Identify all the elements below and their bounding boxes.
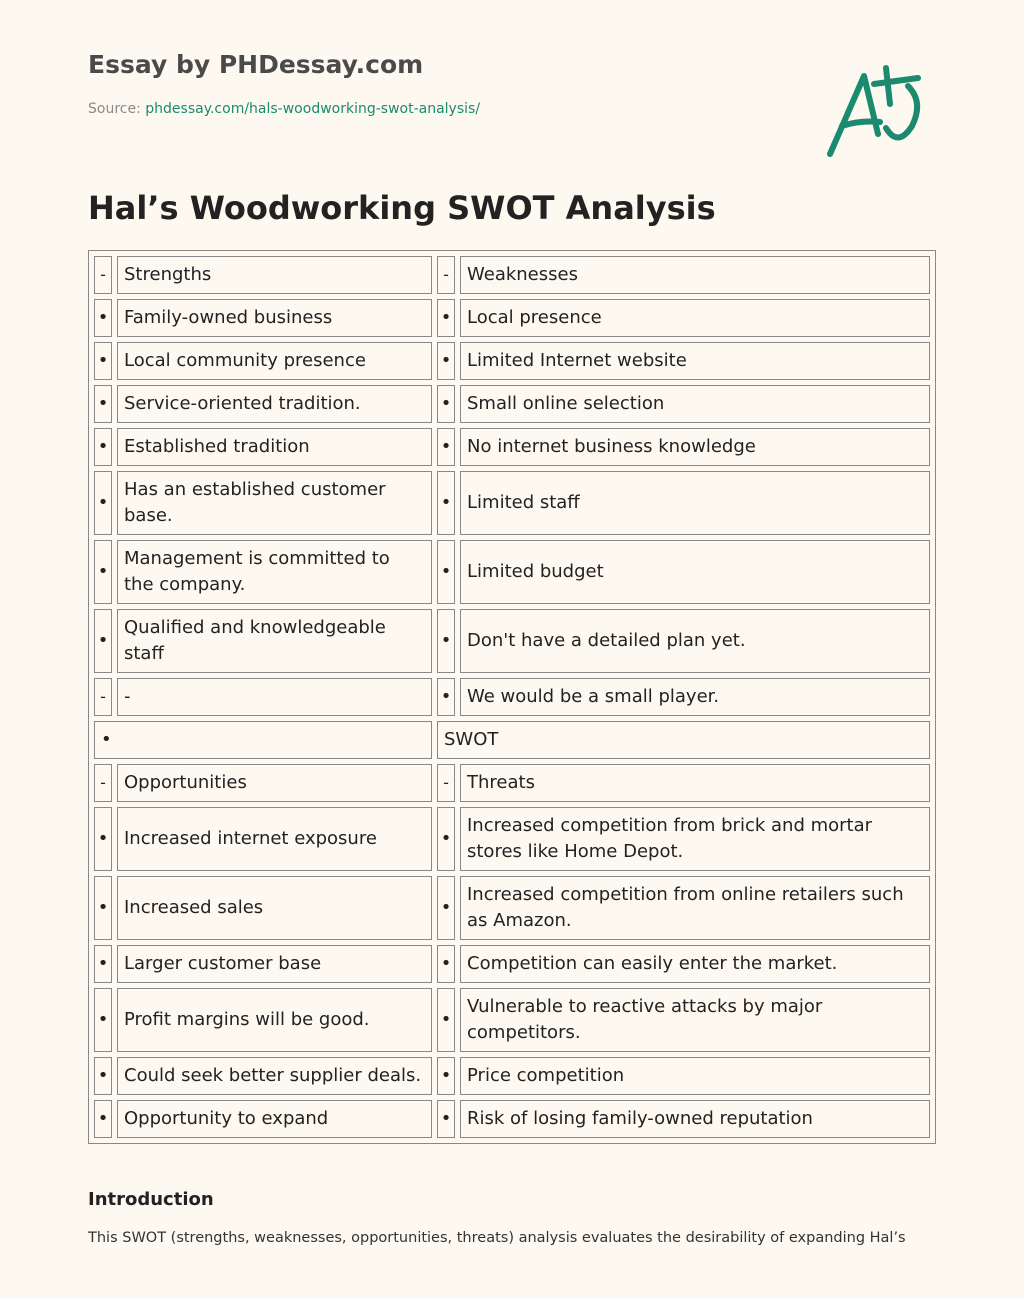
right-cell: Don't have a detailed plan yet.: [460, 609, 930, 673]
bullet-marker: •: [437, 342, 455, 380]
bullet-marker: •: [437, 540, 455, 604]
bullet-marker: •: [437, 807, 455, 871]
table-row: [94, 299, 930, 337]
right-cell: Increased competition from brick and mortar stores like Home Depot.: [460, 807, 930, 871]
table-row: [94, 764, 930, 802]
table-row: [94, 385, 930, 423]
left-cell: Larger customer base: [117, 945, 432, 983]
page-title: Hal’s Woodworking SWOT Analysis: [88, 189, 716, 227]
bullet-marker: •: [437, 945, 455, 983]
bullet-marker: •: [94, 1057, 112, 1095]
bullet-marker: •: [94, 385, 112, 423]
bullet-marker: •: [437, 678, 455, 716]
bullet-marker: •: [437, 1100, 455, 1138]
left-cell: Opportunity to expand: [117, 1100, 432, 1138]
left-cell: Opportunities: [117, 764, 432, 802]
bullet-marker: •: [94, 609, 112, 673]
bullet-marker: •: [94, 876, 112, 940]
swot-divider-row: [94, 721, 930, 759]
left-cell: Qualified and knowledgeable staff: [117, 609, 432, 673]
table-row: [94, 428, 930, 466]
dash-marker: -: [437, 256, 455, 294]
right-cell: Threats: [460, 764, 930, 802]
right-cell: Vulnerable to reactive attacks by major competitors.: [460, 988, 930, 1052]
table-row: [94, 342, 930, 380]
bullet-marker: •: [94, 342, 112, 380]
right-cell: Competition can easily enter the market.: [460, 945, 930, 983]
intro-text: This SWOT (strengths, weaknesses, opportunities, threats) analysis evaluates the desirability of expanding Hal’s: [88, 1230, 906, 1246]
divider-right: SWOT: [437, 721, 930, 759]
bullet-marker: •: [94, 540, 112, 604]
bullet-marker: •: [437, 1057, 455, 1095]
right-cell: No internet business knowledge: [460, 428, 930, 466]
right-cell: Limited budget: [460, 540, 930, 604]
a-plus-logo: [824, 64, 934, 160]
dash-marker: -: [437, 764, 455, 802]
bullet-marker: •: [94, 807, 112, 871]
bullet-marker: •: [94, 471, 112, 535]
left-cell: Established tradition: [117, 428, 432, 466]
right-cell: Local presence: [460, 299, 930, 337]
table-row: [94, 256, 930, 294]
right-cell: Increased competition from online retailers such as Amazon.: [460, 876, 930, 940]
table-row: [94, 1057, 930, 1095]
left-cell: Local community presence: [117, 342, 432, 380]
bullet-marker: •: [437, 385, 455, 423]
table-row: [94, 471, 930, 535]
right-cell: We would be a small player.: [460, 678, 930, 716]
table-row: [94, 678, 930, 716]
source-label: Source:: [88, 101, 141, 117]
right-cell: Limited staff: [460, 471, 930, 535]
left-cell: Could seek better supplier deals.: [117, 1057, 432, 1095]
table-row: [94, 807, 930, 871]
left-cell: Strengths: [117, 256, 432, 294]
bullet-marker: •: [94, 428, 112, 466]
table-row: [94, 988, 930, 1052]
dash-marker: -: [94, 678, 112, 716]
bullet-marker: •: [94, 299, 112, 337]
table-row: [94, 876, 930, 940]
dash-marker: -: [94, 256, 112, 294]
right-cell: Small online selection: [460, 385, 930, 423]
left-cell: -: [117, 678, 432, 716]
table-row: [94, 540, 930, 604]
bullet-marker: •: [94, 988, 112, 1052]
bullet-marker: •: [437, 299, 455, 337]
table-row: [94, 945, 930, 983]
left-cell: Service-oriented tradition.: [117, 385, 432, 423]
left-cell: Profit margins will be good.: [117, 988, 432, 1052]
left-cell: Family-owned business: [117, 299, 432, 337]
table-row: [94, 1100, 930, 1138]
intro-heading: Introduction: [88, 1189, 214, 1210]
dash-marker: -: [94, 764, 112, 802]
bullet-marker: •: [437, 428, 455, 466]
bullet-marker: •: [94, 1100, 112, 1138]
right-cell: Weaknesses: [460, 256, 930, 294]
source-line: [88, 101, 480, 117]
left-cell: Increased internet exposure: [117, 807, 432, 871]
bullet-marker: •: [437, 609, 455, 673]
left-cell: Management is committed to the company.: [117, 540, 432, 604]
bullet-marker: •: [437, 876, 455, 940]
left-cell: Has an established customer base.: [117, 471, 432, 535]
swot-table: [88, 250, 936, 1144]
bullet-marker: •: [437, 471, 455, 535]
right-cell: Risk of losing family-owned reputation: [460, 1100, 930, 1138]
bullet-marker: •: [437, 988, 455, 1052]
site-title: Essay by PHDessay.com: [88, 50, 424, 79]
right-cell: Limited Internet website: [460, 342, 930, 380]
left-cell: Increased sales: [117, 876, 432, 940]
bullet-marker: •: [94, 945, 112, 983]
right-cell: Price competition: [460, 1057, 930, 1095]
divider-left: •: [94, 721, 432, 759]
table-row: [94, 609, 930, 673]
source-link[interactable]: phdessay.com/hals-woodworking-swot-analysis/: [145, 101, 481, 117]
